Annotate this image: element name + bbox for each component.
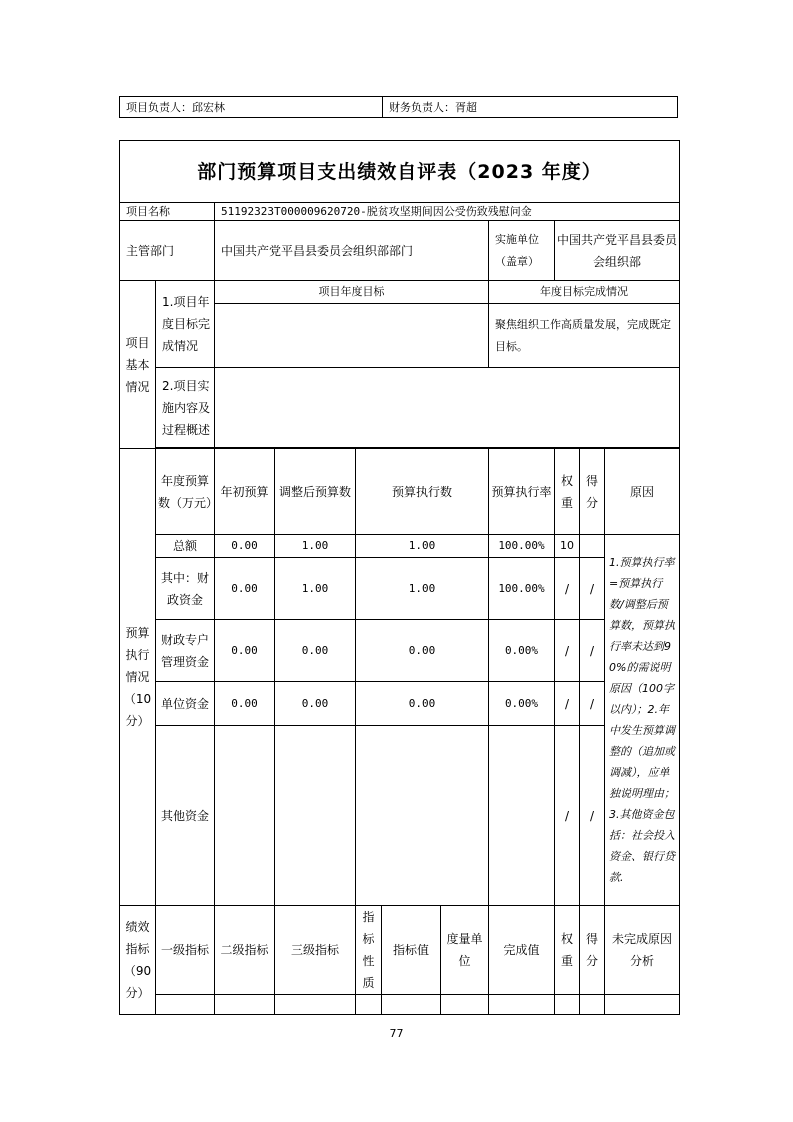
budget-initial: 0.00 — [215, 535, 275, 558]
perf-empty-cell — [382, 995, 441, 1015]
dept-value: 中国共产党平昌县委员会组织部部门 — [215, 221, 489, 281]
budget-weight: 10 — [555, 535, 580, 558]
perf-unit-header: 度量单位 — [441, 906, 489, 995]
budget-section-label: 预算执行情况（10分） — [120, 449, 156, 906]
goal-completion: 聚焦组织工作高质量发展，完成既定目标。 — [489, 304, 680, 368]
budget-executed: 0.00 — [356, 620, 489, 682]
goal-value — [215, 304, 489, 368]
impl-label: 实施单位（盖章） — [489, 221, 555, 281]
perf-nature-header: 指标性质 — [356, 906, 382, 995]
budget-rate: 0.00% — [489, 620, 555, 682]
budget-reason-header: 原因 — [605, 449, 680, 535]
perf-empty-cell — [605, 995, 680, 1015]
budget-adjusted: 1.00 — [275, 558, 356, 620]
perf-empty-cell — [580, 995, 605, 1015]
budget-rate: 100.00% — [489, 558, 555, 620]
perf-level2-header: 二级指标 — [215, 906, 275, 995]
budget-row-label: 其中：财政资金 — [156, 558, 215, 620]
budget-weight: / — [555, 682, 580, 726]
budget-reason-note: 1.预算执行率=预算执行数/调整后预算数，预算执行率未达到90%的需说明原因（100字以内）；2.年中发生预算调整的（追加或调减），应单独说明理由；3.其他资金包括：社会投入资金、银行贷款. — [605, 535, 680, 906]
perf-empty-cell — [156, 995, 215, 1015]
budget-row-label: 总额 — [156, 535, 215, 558]
budget-executed-header: 预算执行数 — [356, 449, 489, 535]
budget-weight: / — [555, 620, 580, 682]
dept-label: 主管部门 — [120, 221, 215, 281]
budget-adjusted: 0.00 — [275, 620, 356, 682]
budget-row-label: 其他资金 — [156, 726, 215, 906]
budget-score: / — [580, 558, 605, 620]
project-leader: 项目负责人：邱宏林 — [120, 97, 383, 117]
budget-score: / — [580, 620, 605, 682]
perf-section-label: 绩效指标（90分） — [120, 906, 156, 1015]
project-name-label: 项目名称 — [120, 203, 215, 221]
performance-table — [119, 140, 680, 1015]
perf-empty-cell — [555, 995, 580, 1015]
budget-adjusted: 0.00 — [275, 682, 356, 726]
perf-score-header: 得分 — [580, 906, 605, 995]
perf-value-header: 指标值 — [382, 906, 441, 995]
budget-rate: 0.00% — [489, 682, 555, 726]
table-title: 部门预算项目支出绩效自评表（2023 年度） — [120, 141, 680, 203]
budget-weight: / — [555, 726, 580, 906]
budget-rate — [489, 726, 555, 906]
budget-score-header: 得分 — [580, 449, 605, 535]
budget-initial: 0.00 — [215, 682, 275, 726]
process-value — [215, 368, 680, 448]
goal-col1-header: 项目年度目标 — [215, 281, 489, 304]
perf-empty-cell — [275, 995, 356, 1015]
perf-empty-cell — [441, 995, 489, 1015]
budget-executed: 1.00 — [356, 558, 489, 620]
process-label: 2.项目实施内容及过程概述 — [156, 368, 215, 448]
budget-initial — [215, 726, 275, 906]
basic-section-label: 项目基本情况 — [120, 281, 156, 449]
perf-level3-header: 三级指标 — [275, 906, 356, 995]
budget-adjusted — [275, 726, 356, 906]
budget-row-label: 单位资金 — [156, 682, 215, 726]
perf-empty-cell — [489, 995, 555, 1015]
goal-row-label: 1.项目年度目标完成情况 — [156, 281, 215, 368]
budget-executed: 1.00 — [356, 535, 489, 558]
budget-adjusted: 1.00 — [275, 535, 356, 558]
impl-value: 中国共产党平昌县委员会组织部 — [555, 221, 680, 281]
perf-level1-header: 一级指标 — [156, 906, 215, 995]
project-name-value: 51192323T000009620720-脱贫攻坚期间因公受伤致残慰问金 — [215, 203, 680, 221]
perf-reason-header: 未完成原因分析 — [605, 906, 680, 995]
budget-weight-header: 权重 — [555, 449, 580, 535]
budget-initial: 0.00 — [215, 558, 275, 620]
budget-executed — [356, 726, 489, 906]
budget-weight: / — [555, 558, 580, 620]
finance-leader: 财务负责人：胥超 — [389, 101, 477, 114]
perf-empty-cell — [215, 995, 275, 1015]
perf-empty-cell — [356, 995, 382, 1015]
perf-completed-header: 完成值 — [489, 906, 555, 995]
budget-score — [580, 535, 605, 558]
goal-col2-header: 年度目标完成情况 — [489, 281, 680, 304]
budget-adjusted-header: 调整后预算数 — [275, 449, 356, 535]
budget-score: / — [580, 682, 605, 726]
budget-score: / — [580, 726, 605, 906]
budget-rate: 100.00% — [489, 535, 555, 558]
budget-annual-header: 年度预算数（万元） — [156, 449, 215, 535]
budget-initial-header: 年初预算 — [215, 449, 275, 535]
header-strip — [119, 96, 678, 118]
budget-executed: 0.00 — [356, 682, 489, 726]
perf-weight-header: 权重 — [555, 906, 580, 995]
page-number: 77 — [389, 1027, 404, 1040]
budget-rate-header: 预算执行率 — [489, 449, 555, 535]
budget-initial: 0.00 — [215, 620, 275, 682]
budget-row-label: 财政专户管理资金 — [156, 620, 215, 682]
